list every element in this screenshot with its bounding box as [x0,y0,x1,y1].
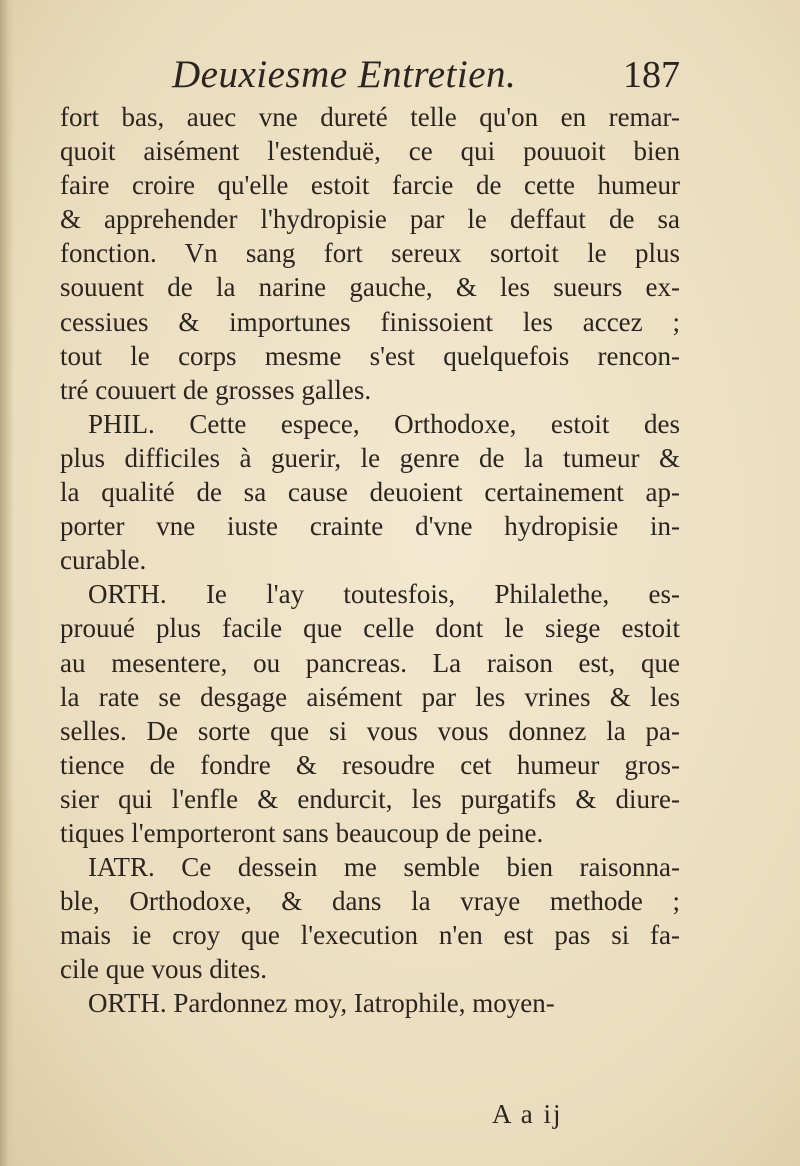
text-line: fort bas, auec vne dureté telle qu'on en remar- [60,102,680,132]
text-line: la qualité de sa cause deuoient certainement ap- [60,477,680,508]
text-line: plus difficiles à guerir, le genre de la tumeur & [60,442,680,473]
signature-mark: A a ij [492,1099,563,1129]
text-line: tiques l'emporteront sans beaucoup de peine. [60,817,544,848]
text-line: la rate se desgage aisément par les vrines & les [60,681,680,712]
text-line: curable. [60,545,147,576]
text-line: ORTH. Pardonnez moy, Iatrophile, moyen- [88,988,555,1019]
text-line: & apprehender l'hydropisie par le deffaut de sa [60,204,680,235]
text-line: quoit aisément l'estenduë, ce qui pouuoit bien [60,136,680,167]
text-line: ORTH. Ie l'ay toutesfois, Philalethe, es- [88,579,680,610]
text-line: faire croire qu'elle estoit farcie de cette humeur [60,170,680,201]
text-line: tience de fondre & resoudre cet humeur gros- [60,749,680,780]
text-line: PHIL. Cette espece, Orthodoxe, estoit des [88,408,680,439]
running-title: Deuxiesme Entretien. [172,53,517,96]
text-line: IATR. Ce dessein me semble bien raisonna- [88,852,680,883]
text-line: mais ie croy que l'execution n'en est pas si fa- [60,920,680,951]
text-line: selles. De sorte que si vous vous donnez la pa- [60,715,680,746]
page-gutter-shadow [0,0,14,1166]
text-line: ble, Orthodoxe, & dans la vraye methode ; [60,886,680,917]
page-number: 187 [623,54,680,96]
running-head [60,52,680,102]
text-line: fonction. Vn sang fort sereux sortoit le plus [60,238,680,269]
text-line: cile que vous dites. [60,954,267,985]
text-line: porter vne iuste crainte d'vne hydropisie in- [60,511,680,542]
text-line: cessiues & importunes finissoient les accez ; [60,306,680,337]
text-line: sier qui l'enfle & endurcit, les purgatifs & diure- [60,783,680,814]
text-line: prouué plus facile que celle dont le siege estoit [60,613,680,644]
text-line: souuent de la narine gauche, & les sueurs ex- [60,272,680,303]
text-line: tout le corps mesme s'est quelquefois rencon- [60,340,680,371]
body-text [60,100,680,1021]
text-line: au mesentere, ou pancreas. La raison est, que [60,647,680,678]
text-line: tré couuert de grosses galles. [60,374,372,405]
